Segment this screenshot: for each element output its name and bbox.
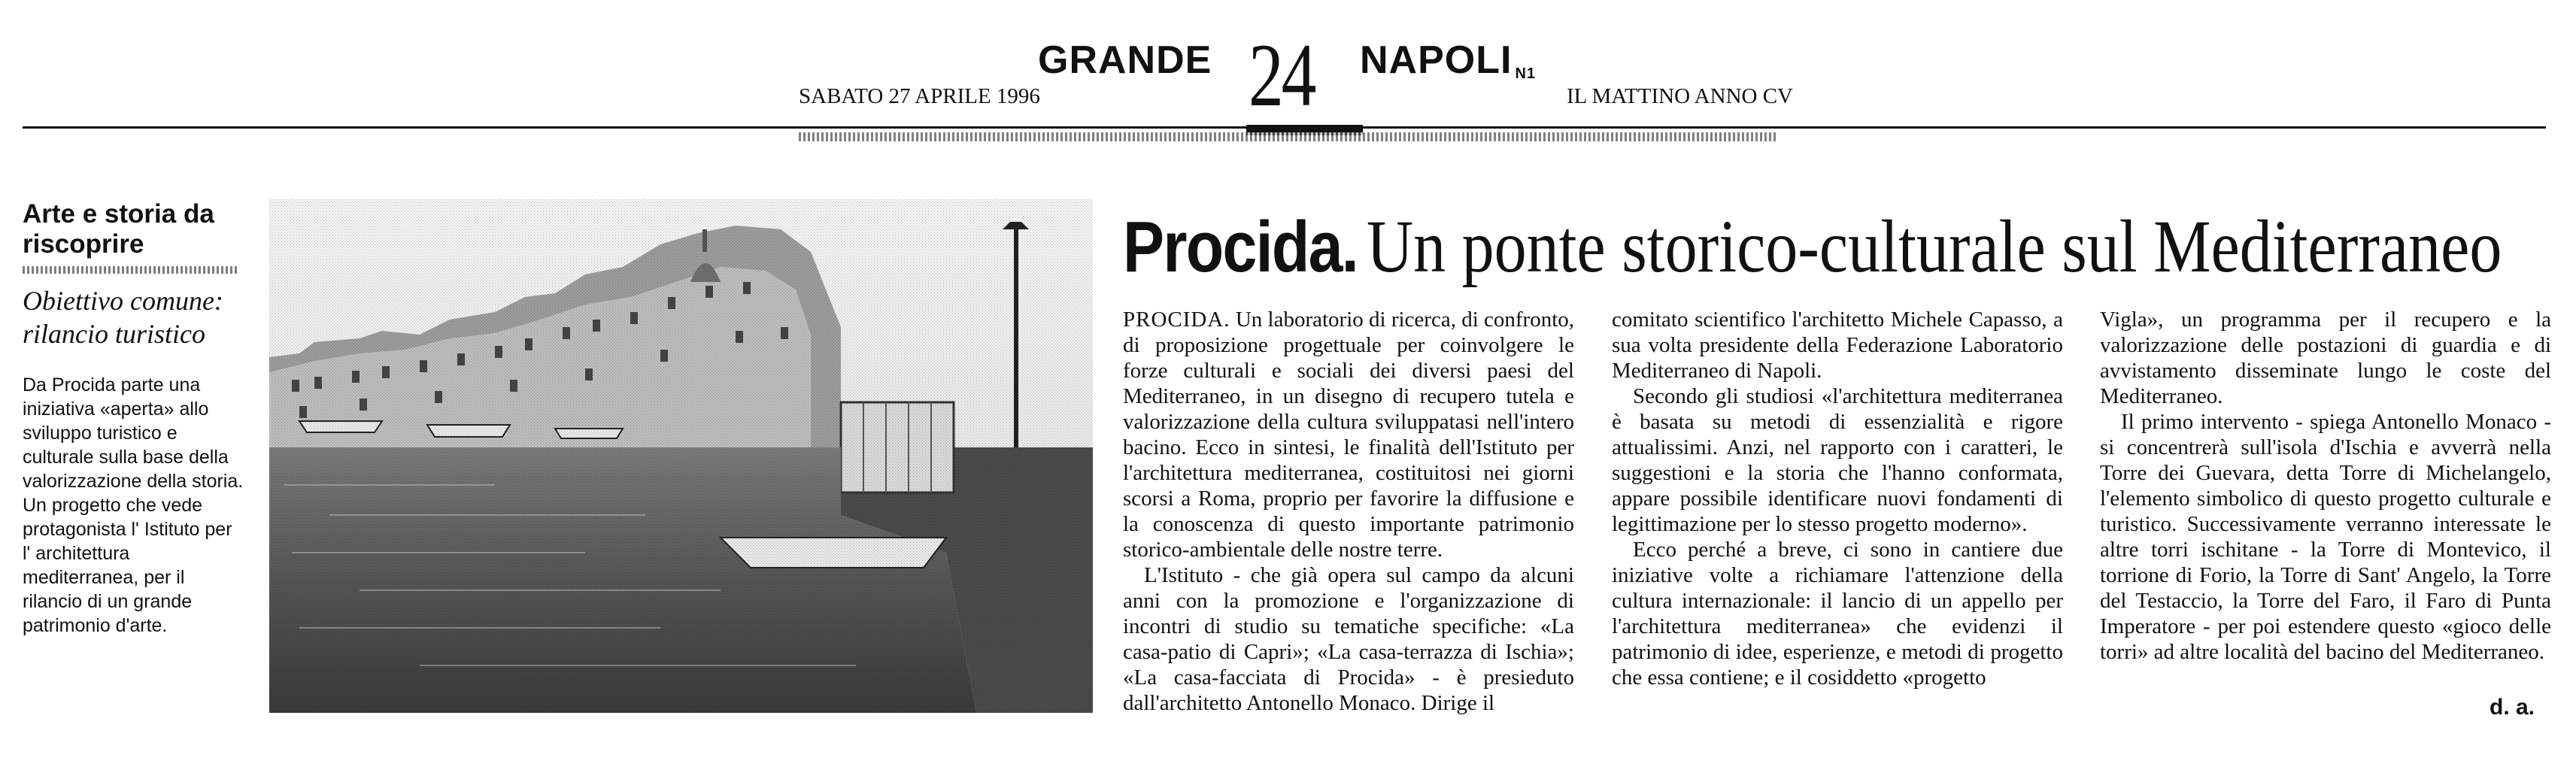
article-column-1: [1123, 307, 1574, 716]
issue-date: SABATO 27 APRILE 1996: [799, 84, 1040, 108]
dotted-rule: [799, 132, 1776, 141]
article-paragraph: Vigla», un programma per il recupero e la valorizzazione delle postazioni di guardia e di avvistamento disseminate lungo le coste del Mediterraneo.: [2100, 308, 2551, 408]
sidebar-kicker: Arte e storia da riscoprire: [23, 199, 214, 259]
section-title-napoli-text: NAPOLI: [1360, 38, 1513, 82]
harbor-photo-image: [269, 199, 1093, 713]
article-paragraph-text: Un laboratorio di ricerca, di confronto, di proposizione progettuale per coinvolgere le forze culturali e sociali dei diversi paesi del Mediterraneo, in un disegno di recupero tutela e valorizzazione della cultura sviluppatasi nell'intero bacino. Ecco in sintesi, le finalità dell'Istituto per l'architettura mediterranea, costituitosi nei giorni scorsi a Roma, proprio per favorire la diffusione e la conoscenza di questo importante patrimonio storico-ambientale delle nostre terre.: [1123, 308, 1575, 562]
headline-place: Procida.: [1123, 207, 1358, 287]
page-number: 24: [1249, 25, 1315, 125]
article-paragraph: Il primo intervento - spiega Antonello Monaco - si concentrerà sull'isola d'Ischia e avverrà nella Torre dei Guevara, detta Torre di Michelangelo, l'elemento simbolico di questo progetto culturale e turistico. Successivamente verranno interessate le altre torri ischitane - la Torre di Montevico, il torrione di Forio, la Torre di Sant' Angelo, la Torre del Testaccio, la Torre del Faro, il Faro di Punta Imperatore - per poi estendere questo «gioco delle torri» ad altre località del bacino del Mediterraneo.: [2100, 410, 2551, 664]
section-title-grande: GRANDE: [1038, 38, 1212, 82]
sidebar-rule: [23, 266, 237, 274]
edition-mark: N1: [1515, 65, 1537, 82]
harbor-photo: [269, 199, 1093, 713]
section-title-napoli: [1360, 38, 1536, 83]
article-dateline: PROCIDA.: [1123, 308, 1230, 332]
article-signature: d. a.: [2490, 695, 2535, 720]
newspaper-name: IL MATTINO ANNO CV: [1567, 84, 1793, 108]
article-paragraph: Secondo gli studiosi «l'architettura mediterranea è basata su metodi di essenzialità e rigore attualissimi. Anzi, nel rapporto con i caratteri, le suggestioni e la storia che l'hanno conformata, appare possibile identificare nuovi fondamenti di legittimazione per lo stesso progetto moderno».: [1612, 384, 2063, 536]
article-paragraph: L'Istituto - che già opera sul campo da alcuni anni con la promozione e l'organizzazione di incontri di studio su tematiche specifiche: «La casa-patio di Capri»; «La casa-terrazza di Ischia»; «La casa-facciata di Procida» - è presieduto dall'architetto Antonello Monaco. Dirige il: [1123, 563, 1574, 715]
article-paragraph: [1123, 307, 1574, 562]
sidebar-text: Da Procida parte una iniziativa «aperta» allo sviluppo turistico e culturale sulla base della valorizzazione della storia. Un progetto che vede protagonista l' Istituto per l' architettura mediterranea, per il rilancio di un grande patrimonio d'arte.: [23, 374, 244, 636]
headline-title: Un ponte storico-culturale sul Mediterraneo: [1367, 205, 2502, 288]
sidebar-subhead: Obiettivo comune: rilancio turistico: [23, 286, 223, 349]
article-paragraph: comitato scientifico l'architetto Michele Capasso, a sua volta presidente della Federazione Laboratorio Mediterraneo di Napoli.: [1612, 308, 2063, 383]
article-paragraph: Ecco perché a breve, ci sono in cantiere due iniziative volte a richiamare l'attenzione della cultura internazionale: il lancio di un appello per l'architettura mediterranea» che evidenzi il patrimonio di idee, esperienze, e metodi di progetto che essa contiene; e il cosiddetto «progetto: [1612, 538, 2063, 690]
article-headline: [1123, 203, 2502, 289]
article-column-3: [2100, 307, 2551, 665]
article-column-2: [1612, 307, 2063, 690]
